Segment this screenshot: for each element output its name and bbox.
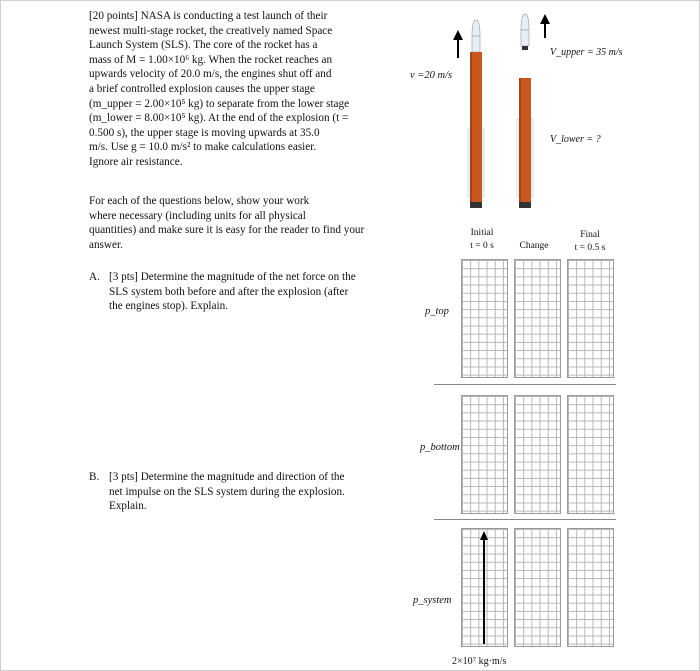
row-divider bbox=[434, 519, 616, 520]
question-a-label: A. bbox=[89, 271, 100, 283]
problem-line: (m_lower = 8.00×10⁵ kg). At the end of the explosion (t = bbox=[89, 112, 349, 125]
rocket-diagram bbox=[440, 8, 620, 218]
question-a-line: SLS system both before and after the explosion (after bbox=[109, 285, 349, 298]
instructions bbox=[89, 194, 429, 252]
question-a bbox=[109, 270, 356, 314]
problem-line: 0.500 s), the upper stage is moving upwards at 35.0 bbox=[89, 126, 320, 139]
row-label-p-top: p_top bbox=[425, 306, 449, 317]
question-a-line: the engines stop). Explain. bbox=[109, 300, 228, 313]
grid-top-initial bbox=[461, 259, 508, 378]
problem-line: a brief controlled explosion causes the upper stage bbox=[89, 82, 315, 95]
header-final bbox=[563, 229, 617, 255]
problem-line: upwards velocity of 20.0 m/s, the engines shut off and bbox=[89, 68, 332, 81]
row-divider bbox=[434, 384, 616, 385]
instruction-line: where necessary (including units for all physical bbox=[89, 209, 306, 222]
scale-label: 2×10⁷ kg·m/s bbox=[452, 656, 507, 667]
grid-system-change bbox=[514, 528, 561, 647]
question-b bbox=[109, 470, 345, 514]
problem-statement bbox=[89, 9, 389, 170]
momentum-arrow-head-icon bbox=[480, 531, 488, 540]
grid-bottom-change bbox=[514, 395, 561, 514]
instruction-line: quantities) and make sure it is easy for the reader to find your bbox=[89, 224, 365, 237]
question-b-line: [3 pts] Determine the magnitude and direction of the bbox=[109, 471, 345, 483]
problem-line: Ignore air resistance. bbox=[89, 155, 183, 168]
grid-system-final bbox=[567, 528, 614, 647]
velocity-lower-label: V_lower = ? bbox=[550, 134, 601, 145]
header-final-label: Final bbox=[580, 230, 600, 240]
question-b-line: Explain. bbox=[109, 500, 147, 513]
row-label-p-system: p_system bbox=[413, 595, 452, 606]
rocket-initial bbox=[467, 20, 485, 208]
problem-line: (m_upper = 2.00×10⁵ kg) to separate from the lower stage bbox=[89, 97, 350, 110]
row-label-p-bottom: p_bottom bbox=[420, 442, 460, 453]
instruction-line: answer. bbox=[89, 238, 123, 251]
grid-top-change bbox=[514, 259, 561, 378]
header-initial-label: Initial bbox=[470, 228, 494, 238]
rocket-lower-stage bbox=[516, 78, 534, 208]
question-b-line: net impulse on the SLS system during the explosion. bbox=[109, 485, 345, 498]
header-change: Change bbox=[519, 241, 549, 251]
problem-line: newest multi-stage rocket, the creatively named Space bbox=[89, 24, 333, 37]
header-final-time: t = 0.5 s bbox=[574, 243, 606, 253]
problem-line: mass of M = 1.00×10⁶ kg. When the rocket reaches an bbox=[89, 53, 333, 66]
problem-line: [20 points] NASA is conducting a test launch of their bbox=[89, 10, 328, 22]
grid-top-final bbox=[567, 259, 614, 378]
problem-line: m/s. Use g = 10.0 m/s² to make calculations easier. bbox=[89, 141, 317, 154]
grid-bottom-initial bbox=[461, 395, 508, 514]
question-a-line: [3 pts] Determine the magnitude of the net force on the bbox=[109, 271, 356, 283]
rocket-upper-stage bbox=[521, 14, 529, 50]
momentum-arrow-stem bbox=[483, 538, 485, 644]
question-b-label: B. bbox=[89, 471, 100, 483]
header-initial bbox=[460, 227, 504, 253]
velocity-upper-label: V_upper = 35 m/s bbox=[550, 47, 623, 58]
grid-bottom-final bbox=[567, 395, 614, 514]
problem-line: Launch System (SLS). The core of the rocket has a bbox=[89, 39, 318, 52]
instruction-line: For each of the questions below, show your work bbox=[89, 195, 310, 207]
velocity-initial-label: v =20 m/s bbox=[410, 70, 453, 81]
header-initial-time: t = 0 s bbox=[470, 241, 494, 251]
